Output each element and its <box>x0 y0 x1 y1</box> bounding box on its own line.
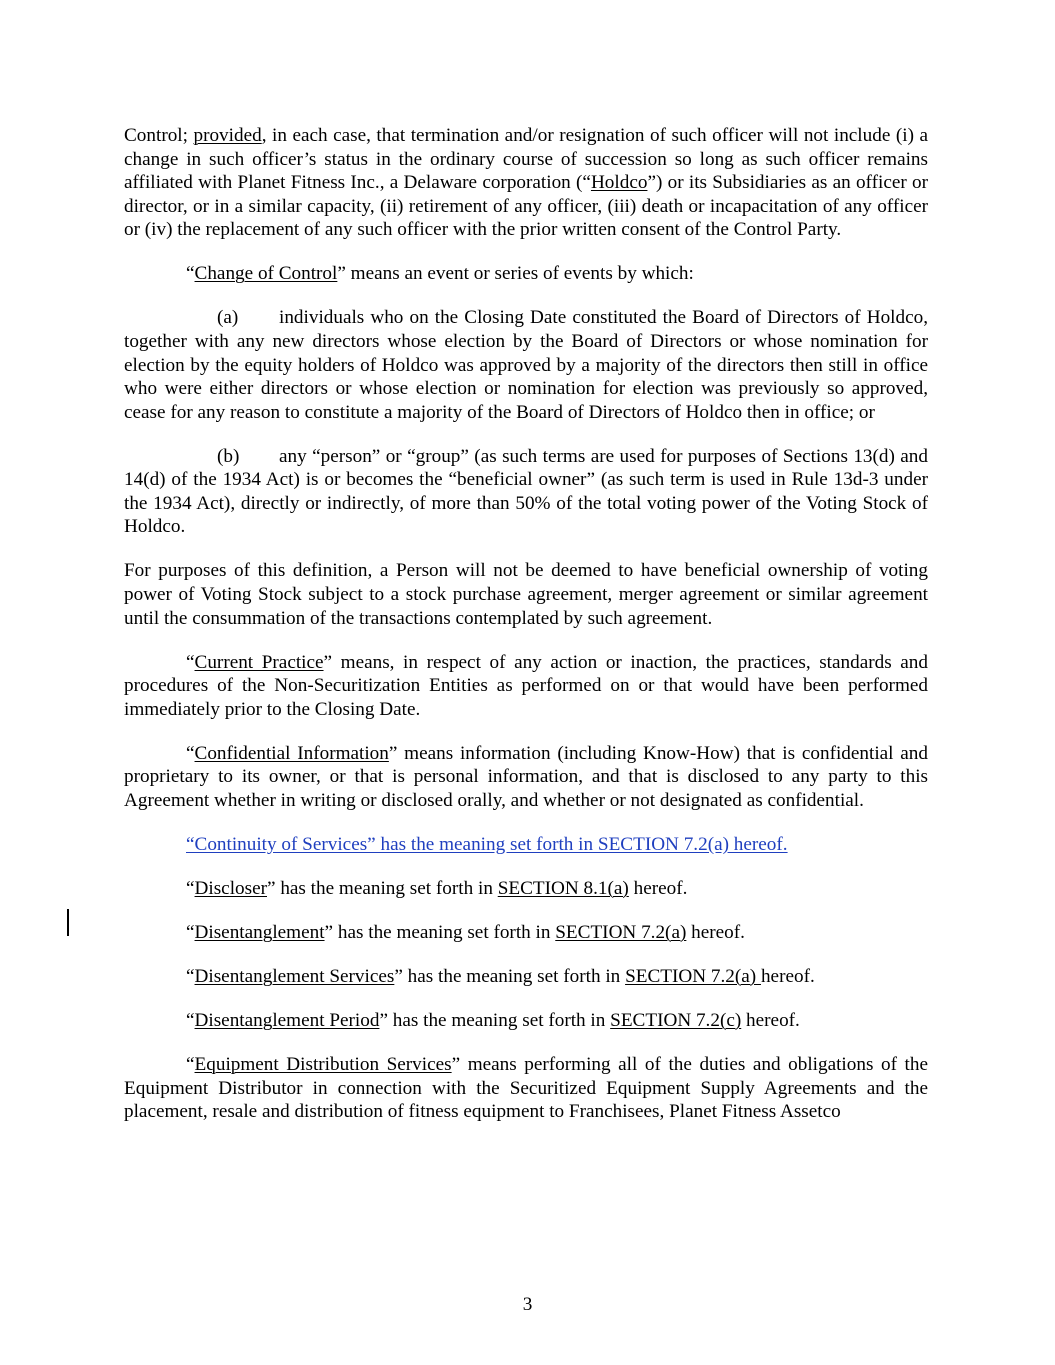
term-equipment-distribution-services: Equipment Distribution Services <box>194 1053 452 1075</box>
section-reference-7-2-a: SECTION 7.2(a) <box>625 965 761 987</box>
term-disentanglement: Disentanglement <box>194 921 325 943</box>
clause-a-text: individuals who on the Closing Date constituted the Board of Directors of Holdco, together with any new directors whose election by the Board of Directors or whose nomination for election by the equity holders of Holdco was approved by a majority of the directors then still in office who were either directors or whose election or nomination for election was previously so approved, cease for any reason to constitute a majority of the Board of Directors of Holdco then in office; or <box>124 307 928 423</box>
document-body <box>124 124 928 1144</box>
section-reference-8-1-a: SECTION 8.1(a) <box>497 877 629 899</box>
definition-disentanglement: “Disentanglement” has the meaning set forth in SECTION 7.2(a) hereof. <box>186 921 745 943</box>
term-current-practice: Current Practice <box>194 651 324 673</box>
clause-b <box>124 445 928 539</box>
clause-b-text: any “person” or “group” (as such terms are used for purposes of Sections 13(d) and 14(d) of the 1934 Act) is or becomes the “beneficial owner” (as such term is used in Rule 13d-3 under the 1934 Act), directly or indirectly, of more than 50% of the total voting power of the Voting Stock of Holdco. <box>124 445 928 538</box>
clause-a-label: (a) <box>217 307 239 329</box>
term-provided: provided <box>193 125 262 146</box>
clause-b-label: (b) <box>217 445 240 467</box>
definition-disentanglement-services: “Disentanglement Services” has the meaning set forth in SECTION 7.2(a) hereof. <box>186 965 815 987</box>
term-confidential-information: Confidential Information <box>194 742 389 764</box>
page-number: 3 <box>522 1294 533 1315</box>
paragraph-officer-termination: Control; provided, in each case, that termination and/or resignation of such officer will not include (i) a change in such officer’s status in the ordinary course of succession so long as such officer remains affiliated with Planet Fitness Inc., a Delaware corporation (“Holdco”) or its Subsidiaries as an officer or director, or in a similar capacity, (ii) retirement of any officer, (iii) death or incapacitation of any officer or (iv) the replacement of any such officer with the prior written consent of the Control Party. <box>124 125 928 241</box>
definition-confidential-information: “Confidential Information” means information (including Know-How) that is confidential and proprietary to its owner, or that is personal information, and that is disclosed to any party to this Agreement whether in writing or disclosed orally, and whether or not designated as confidential. <box>124 742 928 811</box>
paragraph-for-purposes: For purposes of this definition, a Person will not be deemed to have beneficial ownership of voting power of Voting Stock subject to a stock purchase agreement, merger agreement or similar agreement until the consummation of the transactions contemplated by such agreement. <box>124 560 928 629</box>
term-disentanglement-services: Disentanglement Services <box>194 965 395 987</box>
definition-change-of-control: “Change of Control” means an event or series of events by which: <box>186 263 694 285</box>
term-disentanglement-period: Disentanglement Period <box>194 1009 380 1031</box>
definition-equipment-distribution-services: “Equipment Distribution Services” means performing all of the duties and obligations of the Equipment Distributor in connection with the Securitized Equipment Supply Agreements and the placement, resale and distribution of fitness equipment to Franchisees, Planet Fitness Assetco <box>124 1053 928 1123</box>
definition-discloser: “Discloser” has the meaning set forth in SECTION 8.1(a) hereof. <box>186 877 688 899</box>
clause-a <box>124 306 928 424</box>
section-reference-7-2-c: SECTION 7.2(c) <box>610 1009 742 1031</box>
section-reference-7-2-a: SECTION 7.2(a) <box>555 921 687 943</box>
term-discloser: Discloser <box>194 877 267 899</box>
revised-text-continuity-of-services: “Continuity of Services” has the meaning set forth in SECTION 7.2(a) hereof. <box>186 833 788 855</box>
definition-current-practice: “Current Practice” means, in respect of any action or inaction, the practices, standards and procedures of the Non-Securitization Entities as performed on or that would have been performed immediately prior to the Closing Date. <box>124 651 928 720</box>
revision-change-bar <box>67 909 69 936</box>
definition-continuity-of-services <box>124 833 928 857</box>
term-holdco: Holdco <box>590 172 648 194</box>
definition-disentanglement-period: “Disentanglement Period” has the meaning set forth in SECTION 7.2(c) hereof. <box>186 1009 800 1031</box>
term-change-of-control: Change of Control <box>194 263 338 285</box>
